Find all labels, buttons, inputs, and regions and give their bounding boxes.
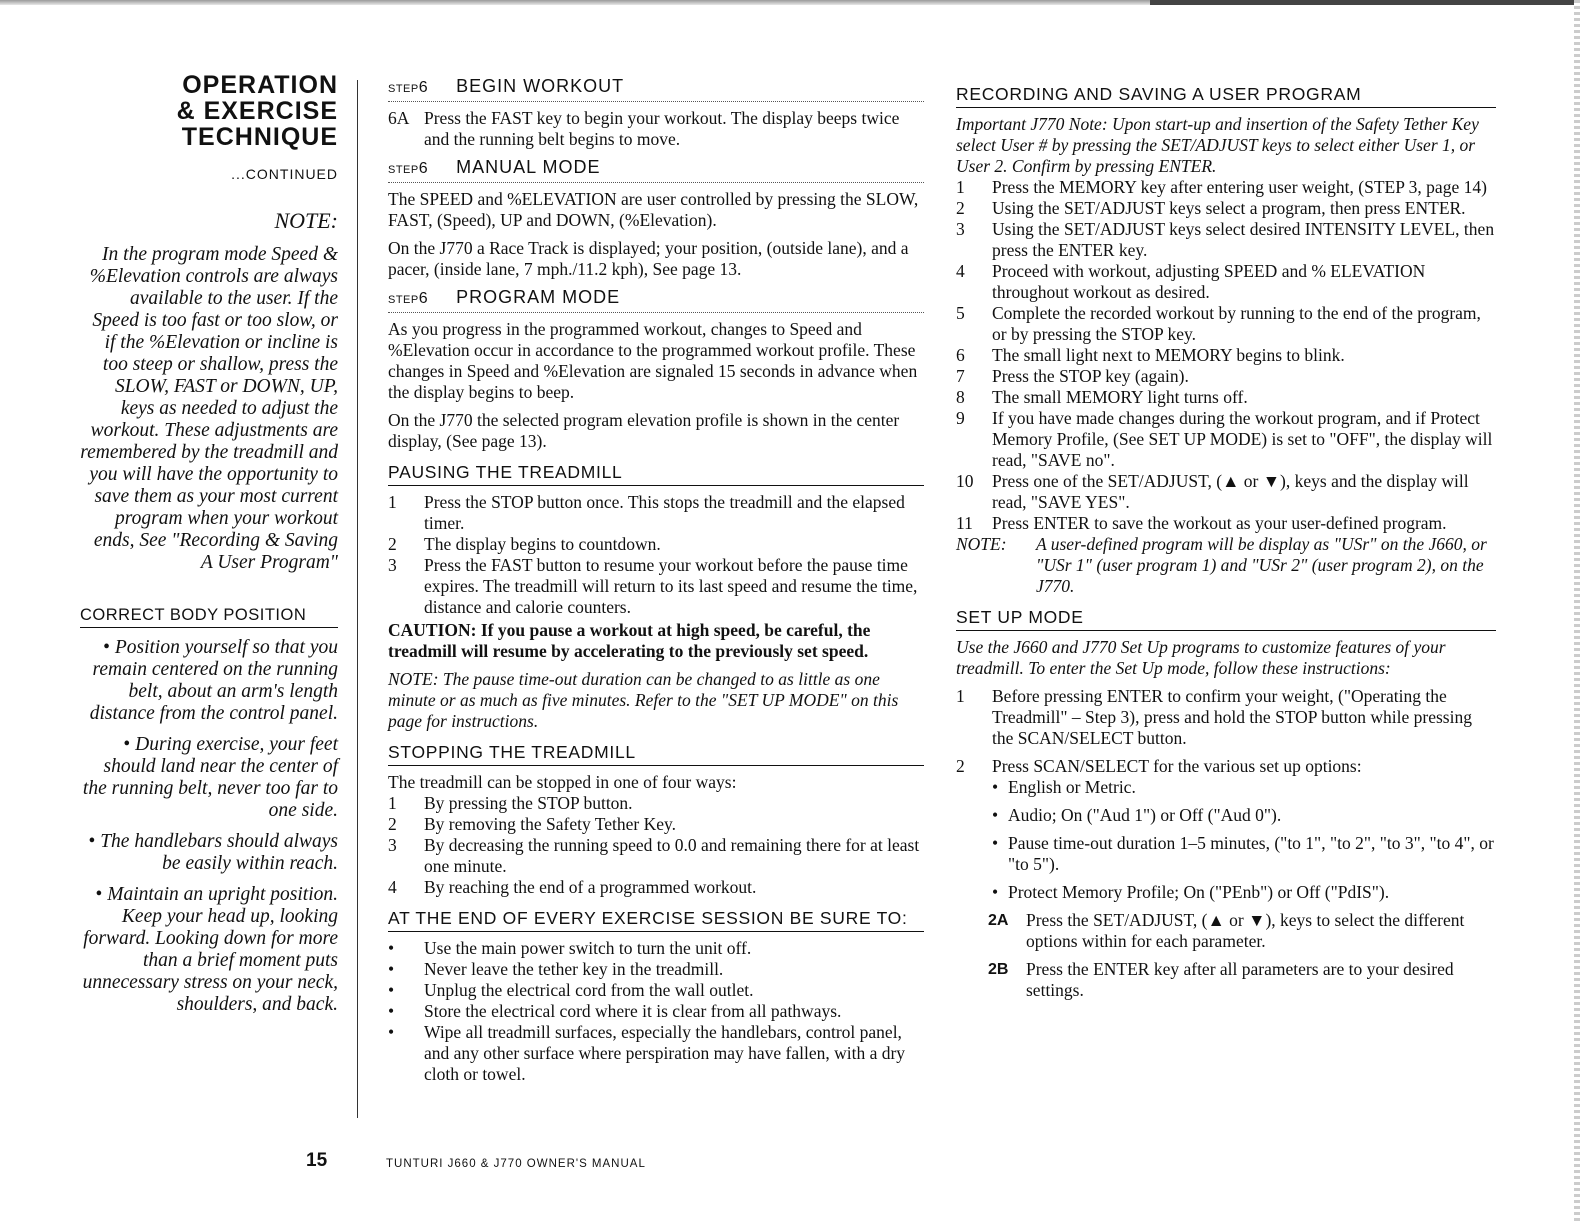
end-session-heading: AT THE END OF EVERY EXERCISE SESSION BE SURE TO: [388, 908, 924, 932]
step-heading-manual [388, 157, 924, 183]
list-item: 3 Press the FAST button to resume your workout before the pause time expires. The treadmill will return to its last speed and resume the time, distance and calorie counters. [388, 555, 918, 617]
pause-note: NOTE: The pause time-out duration can be changed to as little as one minute or as much as five minutes. Refer to the "SET UP MODE" on this page for instructions. [388, 669, 899, 731]
list-item: • Use the main power switch to turn the unit off. [388, 938, 752, 958]
heading-line-3: TECHNIQUE [181, 123, 338, 151]
step-number: 6A [388, 108, 410, 128]
recording-note [956, 534, 1496, 597]
setup-intro: Use the J660 and J770 Set Up programs to customize features of your treadmill. To enter the Set Up mode, follow these instructions: [956, 637, 1446, 678]
list-item: 6 The small light next to MEMORY begins to blink. [956, 345, 1345, 365]
recording-heading: RECORDING AND SAVING A USER PROGRAM [956, 84, 1496, 108]
continued-label: ...CONTINUED [231, 166, 338, 182]
list-item: 7 Press the STOP key (again). [956, 366, 1189, 386]
stopping-heading: STOPPING THE TREADMILL [388, 742, 924, 766]
top-scan-line-dark [1150, 0, 1580, 5]
list-item: 10 Press one of the SET/ADJUST, (▲ or ▼), keys and the display will read, "SAVE YES". [956, 471, 1469, 512]
note-label: NOTE: [956, 534, 1007, 554]
step-title: MANUAL MODE [456, 157, 601, 177]
right-column [956, 84, 1496, 1001]
step-title: PROGRAM MODE [456, 287, 621, 307]
page-number: 15 [306, 1150, 328, 1171]
step-label: STEP6 [388, 79, 429, 96]
list-item: • Never leave the tether key in the treadmill. [388, 959, 724, 979]
list-item: 2 Using the SET/ADJUST keys select a program, then press ENTER. [956, 198, 1466, 218]
heading-line-1: OPERATION [182, 71, 338, 99]
list-item: 5 Complete the recorded workout by running to the end of the program, or by pressing the STOP key. [956, 303, 1481, 344]
setup-option: • Audio; On ("Aud 1") or Off ("Aud 0"). [992, 805, 1282, 825]
list-item: 2 The display begins to countdown. [388, 534, 661, 554]
heading-line-2: & EXERCISE [176, 97, 338, 125]
paragraph: On the J770 the selected program elevation profile is shown in the center display, (See page 13). [388, 410, 900, 451]
setup-option: • Pause time-out duration 1–5 minutes, ("to 1", "to 2", "to 3", "to 4", or "to 5"). [992, 833, 1494, 874]
note-text: A user-defined program will be display as "USr" on the J660, or "USr 1" (user program 1) and "USr 2" (user program 2), on the J770. [1036, 534, 1487, 596]
caution-text: CAUTION: If you pause a workout at high speed, be careful, the treadmill will resume by accelerating to the previously set speed. [388, 620, 871, 661]
setup-substep: 2A Press the SET/ADJUST, (▲ or ▼), keys to select the different options within for each parameter. [988, 910, 1465, 951]
step-label: STEP6 [388, 290, 429, 307]
setup-substep: 2B Press the ENTER key after all parameters are to your desired settings. [988, 959, 1454, 1000]
body-position-item: • The handlebars should always be easily within reach. [80, 831, 338, 875]
setup-option: • English or Metric. [992, 777, 1136, 797]
sidebar-note-title: NOTE: [274, 208, 338, 233]
list-item: 2 Press SCAN/SELECT for the various set up options: [956, 756, 1362, 776]
pausing-heading: PAUSING THE TREADMILL [388, 462, 924, 486]
paragraph: As you progress in the programmed workout, changes to Speed and %Elevation occur in accordance to the programmed workout profile. These changes in Speed and %Elevation are signaled 15 seconds in advance when the display begins to beep. [388, 319, 918, 402]
paragraph: On the J770 a Race Track is displayed; your position, (outside lane), and a pacer, (inside lane, 7 mph./11.2 kph), See page 13. [388, 238, 909, 279]
list-item: 11 Press ENTER to save the workout as your user-defined program. [956, 513, 1447, 533]
step-label: STEP6 [388, 160, 429, 177]
body-position-item: • During exercise, your feet should land near the center of the running belt, never too far to one side. [80, 734, 338, 822]
section-heading [80, 72, 338, 150]
right-scan-edge [1574, 0, 1580, 1222]
list-item: 3 Using the SET/ADJUST keys select desired INTENSITY LEVEL, then press the ENTER key. [956, 219, 1495, 260]
list-item: 4 By reaching the end of a programmed workout. [388, 877, 757, 897]
begin-step-item [388, 108, 924, 150]
step-heading-begin [388, 76, 924, 102]
setup-option: • Protect Memory Profile; On ("PEnb") or Off ("PdIS"). [992, 882, 1390, 902]
list-item: 1 Press the STOP button once. This stops the treadmill and the elapsed timer. [388, 492, 905, 533]
recording-important-note: Important J770 Note: Upon start-up and insertion of the Safety Tether Key select User # by pressing the SET/ADJUST keys to select either User 1, or User 2. Confirm by pressing ENTER. [956, 114, 1479, 176]
list-item: 4 Proceed with workout, adjusting SPEED and % ELEVATION throughout workout as desired. [956, 261, 1426, 302]
step-heading-program [388, 287, 924, 313]
manual-title: TUNTURI J660 & J770 OWNER'S MANUAL [386, 1158, 646, 1170]
list-item: 8 The small MEMORY light turns off. [956, 387, 1248, 407]
paragraph: The SPEED and %ELEVATION are user controlled by pressing the SLOW, FAST, (Speed), UP and DOWN, (%Elevation). [388, 189, 919, 230]
list-item: 9 If you have made changes during the workout program, and if Protect Memory Profile, (See SET UP MODE) is set to "OFF", the display will read, "SAVE no". [956, 408, 1493, 470]
body-position-list [80, 637, 338, 1016]
step-title: BEGIN WORKOUT [456, 76, 625, 96]
setup-heading: SET UP MODE [956, 607, 1496, 631]
list-item: 3 By decreasing the running speed to 0.0 and remaining there for at least one minute. [388, 835, 920, 876]
middle-column [388, 76, 924, 1085]
list-item: • Wipe all treadmill surfaces, especially the handlebars, control panel, and any other surface where perspiration may have fallen, with a dry cloth or towel. [388, 1022, 906, 1084]
list-item: 1 By pressing the STOP button. [388, 793, 633, 813]
list-item: • Unplug the electrical cord from the wall outlet. [388, 980, 754, 1000]
stopping-intro: The treadmill can be stopped in one of four ways: [388, 772, 737, 792]
body-position-heading: CORRECT BODY POSITION [80, 606, 338, 628]
body-position-item: • Maintain an upright position. Keep your head up, looking forward. Looking down for more than a brief moment puts unnecessary stress on your neck, shoulders, and back. [80, 884, 338, 1016]
column-divider [357, 80, 358, 1118]
step-text: Press the FAST key to begin your workout. The display beeps twice and the running belt begins to move. [424, 108, 900, 149]
body-position-item: • Position yourself so that you remain centered on the running belt, about an arm's length distance from the control panel. [80, 637, 338, 725]
list-item: 2 By removing the Safety Tether Key. [388, 814, 676, 834]
list-item: 1 Before pressing ENTER to confirm your weight, ("Operating the Treadmill" – Step 3), press and hold the STOP button while pressing the SCAN/SELECT button. [956, 686, 1472, 748]
left-column [80, 72, 338, 1016]
list-item: • Store the electrical cord where it is clear from all pathways. [388, 1001, 842, 1021]
list-item: 1 Press the MEMORY key after entering user weight, (STEP 3, page 14) [956, 177, 1487, 197]
sidebar-note-body: In the program mode Speed & %Elevation controls are always available to the user. If the Speed is too fast or too slow, or if the %Elevation or incline is too steep or shallow, press the SLOW, FAST or DOWN, UP, keys as needed to adjust the workout. These adjustments are remembered by the treadmill and you will have the opportunity to save them as your most current program when your workout ends, See "Recording & Saving A User Program" [80, 244, 338, 573]
